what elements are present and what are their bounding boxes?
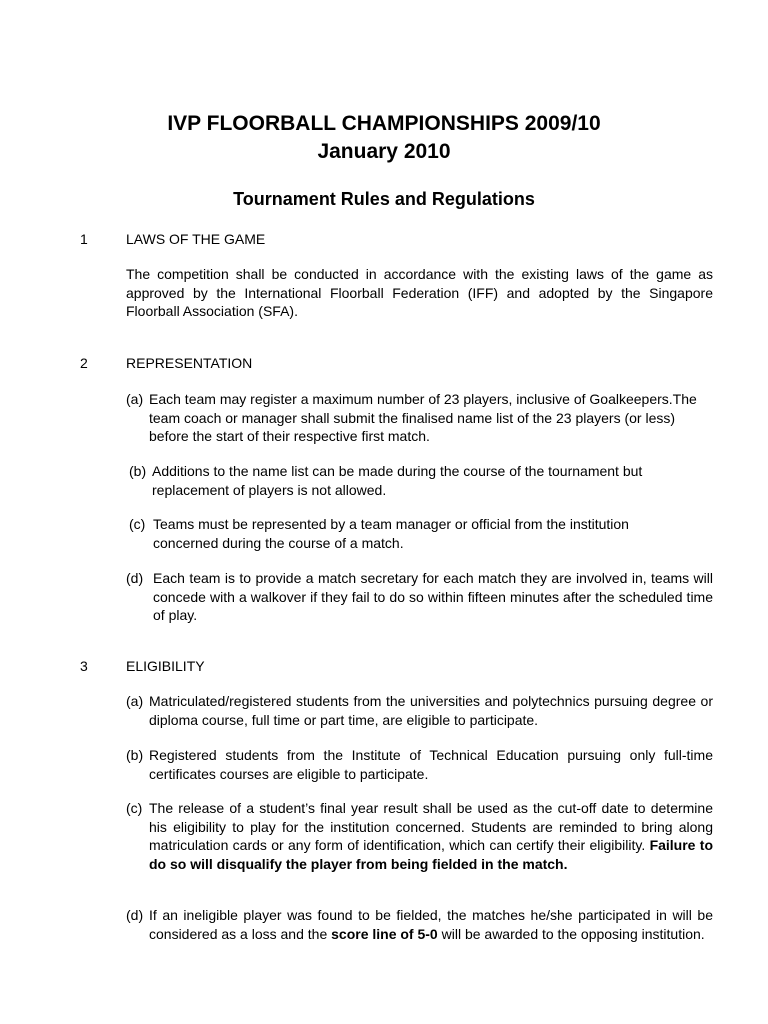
item-text: Each team may register a maximum number of 23 players, inclusive of Goalkeepers.The team coach or manager shall submit the finalised name list of the 23 players (or less) before the start of their respective first match. <box>149 391 697 444</box>
item-text: Matriculated/registered students from the universities and polytechnics pursuing degree or diploma course, full time or part time, are eligible to participate. <box>149 693 713 728</box>
document-date: January 2010 <box>317 140 451 163</box>
document-subtitle: Tournament Rules and Regulations <box>233 189 535 209</box>
section-2-title: REPRESENTATION <box>126 355 253 371</box>
section-2-item-b <box>129 462 689 499</box>
item-label: (d) <box>126 907 144 923</box>
bold-score-line: score line of 5-0 <box>331 925 438 942</box>
item-text: Additions to the name list can be made during the course of the tournament but replacement of players is not allowed. <box>152 463 643 498</box>
section-3-item-c <box>126 799 713 873</box>
item-text: Each team is to provide a match secretary for each match they are involved in, teams will concede with a walkover if they fail to do so within fifteen minutes after the scheduled time of play. <box>153 570 713 623</box>
section-2-item-a <box>126 390 714 446</box>
section-1-title: LAWS OF THE GAME <box>126 231 266 247</box>
item-label: (d) <box>126 570 144 586</box>
item-text: The release of a student’s final year result shall be used as the cut-off date to determine his eligibility to play for the institution concerned. Students are reminded to bring along matriculation cards or any form of identification, which can certify their eligibility. Failure to do so will disqualify the player from being fielded in the match. <box>149 800 713 872</box>
item-text: Registered students from the Institute of Technical Education pursuing only full-time certificates courses are eligible to participate. <box>149 747 713 782</box>
section-1-paragraph: The competition shall be conducted in accordance with the existing laws of the game as approved by the International Floorball Federation (IFF) and adopted by the Singapore Floorball Association (SFA). <box>126 266 713 319</box>
section-2-item-d <box>126 569 713 625</box>
item-label: (b) <box>129 463 147 479</box>
section-1-number: 1 <box>80 231 88 247</box>
item-label: (a) <box>126 693 144 709</box>
bold-warning: Failure to do so will disqualify the player from being fielded in the match. <box>149 837 713 872</box>
section-3-number: 3 <box>80 658 88 674</box>
item-label: (c) <box>126 800 143 816</box>
section-3-item-b <box>126 746 713 783</box>
section-2-item-c <box>129 515 689 552</box>
item-text: If an ineligible player was found to be fielded, the matches he/she participated in will be considered as a loss and the score line of 5-0 will be awarded to the opposing institution. <box>149 907 713 942</box>
item-label: (a) <box>126 391 144 407</box>
section-3-item-a <box>126 692 713 729</box>
item-label: (c) <box>129 516 146 532</box>
item-label: (b) <box>126 747 144 763</box>
section-2-number: 2 <box>80 355 88 371</box>
section-3-item-d <box>126 906 713 943</box>
item-text: Teams must be represented by a team manager or official from the institution concerned during the course of a match. <box>153 516 629 551</box>
document-title: IVP FLOORBALL CHAMPIONSHIPS 2009/10 <box>167 112 601 135</box>
section-3-title: ELIGIBILITY <box>126 658 205 674</box>
